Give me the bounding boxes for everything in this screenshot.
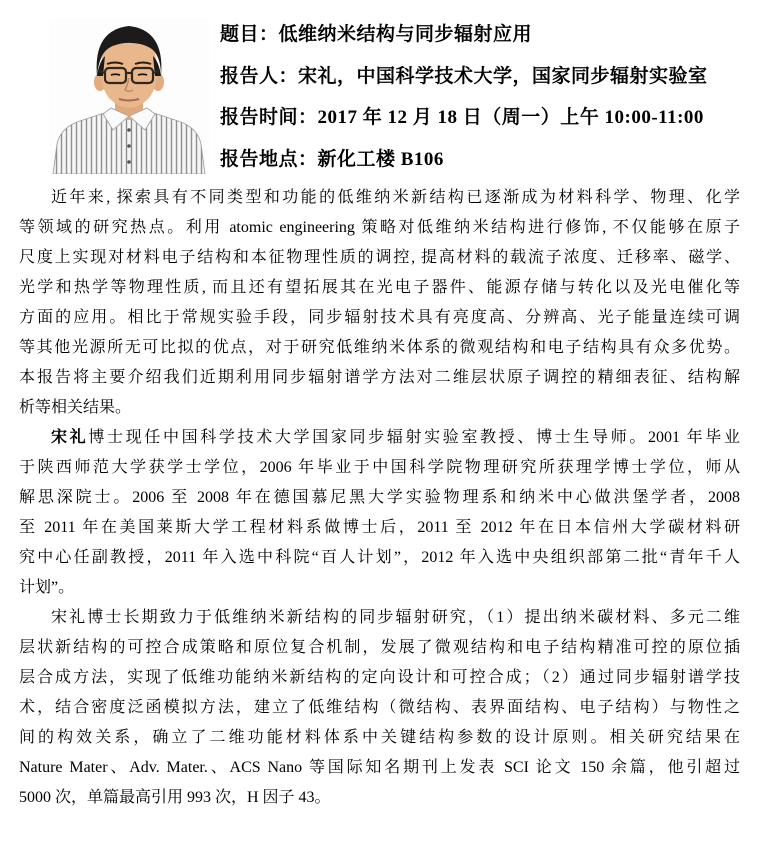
body-line: 近年来, 探索具有不同类型和功能的低维纳米新结构已逐渐成为材料科学、物理、化学 <box>51 189 740 206</box>
body-line: 本报告将主要介绍我们近期利用同步辐射谱学方法对二维层状原子调控的精细表征、结构解 <box>19 369 740 386</box>
body-line: 术，结合密度泛函模拟方法，建立了低维结构（微结构、表界面结构、电子结构）与物性之 <box>19 699 740 716</box>
body-line: Nature Mater、Adv. Mater.、ACS Nano 等国际知名期刊上发表 SCI 论文 150 余篇，他引超过 <box>19 759 740 776</box>
body-line: 尺度上实现对材料电子结构和本征物理性质的调控, 提高材料的载流子浓度、迁移率、磁学、 <box>19 249 740 266</box>
abstract-paragraph <box>19 183 740 423</box>
body-line: 光学和热学等物理性质, 而且还有望拓展其在光电子器件、能源存储与转化以及光电催化等 <box>19 279 740 296</box>
announcement-header <box>220 14 758 180</box>
biography-paragraph <box>19 423 740 603</box>
time-line: 报告时间：2017 年 12 月 18 日（周一）上午 10:00-11:00 <box>220 107 704 128</box>
body-line: 5000 次，单篇最高引用 993 次，H 因子 43。 <box>19 789 331 806</box>
speaker-photo <box>49 18 209 174</box>
body-line: 于陕西师范大学获学士学位，2006 年毕业于中国科学院物理研究所获理学博士学位，师从 <box>19 459 740 476</box>
body-line: 究中心任副教授，2011 年入选中科院“百人计划”，2012 年入选中央组织部第二批“青年千人 <box>19 549 740 566</box>
body-line-text: 博士现任中国科学技术大学国家同步辐射实验室教授、博士生导师。2001 年毕业 <box>88 429 740 446</box>
body-line: 层合成方法，实现了低维功能纳米新结构的定向设计和可控合成；（2）通过同步辐射谱学技 <box>19 669 740 686</box>
body-line: 至 2011 年在美国莱斯大学工程材料系做博士后，2011 至 2012 年在日本信州大学碳材料研 <box>19 519 740 536</box>
body-line: 解思深院士。2006 至 2008 年在德国慕尼黑大学实验物理系和纳米中心做洪堡学者，2008 <box>19 489 740 506</box>
body-line: 析等相关结果。 <box>19 399 132 416</box>
announcement-body <box>19 183 740 813</box>
body-line: 等其他光源所无可比拟的优点，对于研究低维纳米体系的微观结构和电子结构具有众多优势。 <box>19 339 740 356</box>
body-line <box>19 423 740 453</box>
body-line: 等领域的研究热点。利用 atomic engineering 策略对低维纳米结构进行修饰, 不仅能够在原子 <box>19 219 740 236</box>
body-line: 间的构效关系，确立了二维功能材料体系中关键结构参数的设计原则。相关研究结果在 <box>19 729 740 746</box>
body-line: 方面的应用。相比于常规实验手段，同步辐射技术具有亮度高、分辨高、光子能量连续可调 <box>19 309 740 326</box>
seminar-title-line: 题目：低维纳米结构与同步辐射应用 <box>220 24 533 45</box>
speaker-line: 报告人：宋礼，中国科学技术大学，国家同步辐射实验室 <box>220 65 708 87</box>
location-line: 报告地点：新化工楼 B106 <box>220 148 444 170</box>
speaker-name-bold: 宋礼 <box>51 429 89 446</box>
body-line: 计划”。 <box>19 579 75 596</box>
body-line: 宋礼博士长期致力于低维纳米新结构的同步辐射研究，（1）提出纳米碳材料、多元二维 <box>51 609 740 626</box>
body-line: 层状新结构的可控合成策略和原位复合机制，发展了微观结构和电子结构精准可控的原位插 <box>19 639 740 656</box>
speaker-portrait-image <box>49 18 209 174</box>
research-paragraph <box>19 603 740 813</box>
